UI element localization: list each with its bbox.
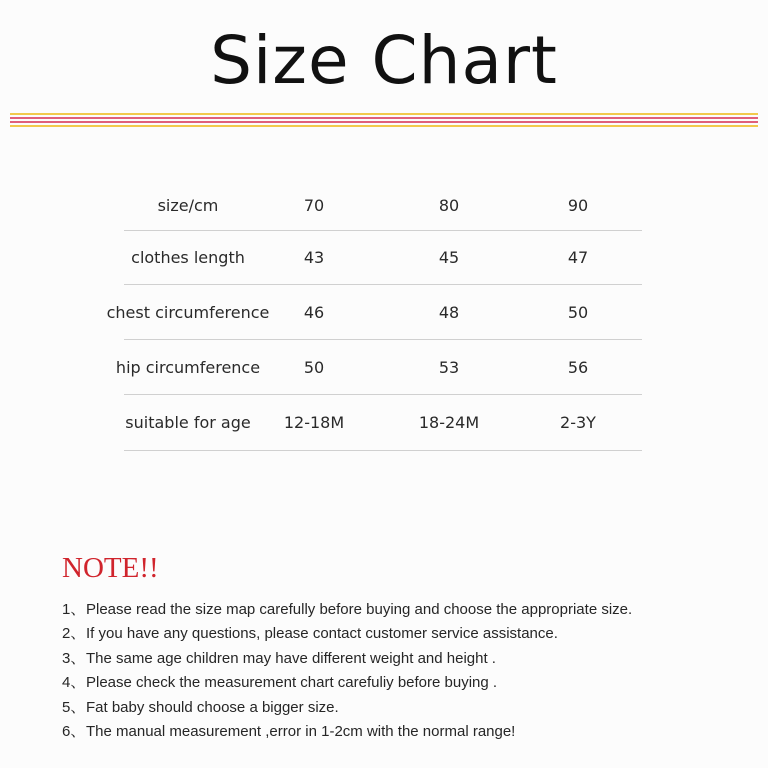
header-cell: size/cm <box>157 195 219 215</box>
stripe-3 <box>10 121 758 123</box>
table-cell: 47 <box>567 248 589 267</box>
header-cell: 90 <box>567 195 589 215</box>
note-number: 3、 <box>62 649 86 667</box>
table-cell: 43 <box>303 248 325 267</box>
note-number: 6、 <box>62 722 86 740</box>
note-number: 1、 <box>62 601 86 618</box>
header-cell: 70 <box>303 195 325 215</box>
table-cell: 50 <box>567 302 589 322</box>
table-cell: 18-24M <box>418 413 480 432</box>
note-item <box>62 671 762 695</box>
table-cell: 46 <box>303 302 325 322</box>
stripe-1 <box>10 113 758 115</box>
note-heading: NOTE!! <box>62 552 159 584</box>
row-label: hip circumference <box>115 357 261 377</box>
table-cell: 12-18M <box>283 413 345 432</box>
note-text: The same age children may have different weight and height . <box>86 649 496 667</box>
note-number: 2、 <box>62 625 86 643</box>
note-item <box>62 622 762 646</box>
size-table <box>106 180 642 451</box>
row-label: suitable for age <box>125 413 251 432</box>
note-text: Please read the size map carefully before buying and choose the appropriate size. <box>86 601 633 618</box>
note-text: If you have any questions, please contact customer service assistance. <box>86 625 558 643</box>
note-item <box>62 598 762 622</box>
note-number: 4、 <box>62 674 86 692</box>
stripe-4 <box>10 125 758 127</box>
header-cell: 80 <box>438 195 460 215</box>
note-item <box>62 647 762 671</box>
note-text: Fat baby should choose a bigger size. <box>86 698 339 716</box>
table-row <box>106 285 642 340</box>
table-header-row <box>124 180 642 231</box>
note-text: The manual measurement ,error in 1-2cm with the normal range! <box>86 722 516 740</box>
row-label: chest circumference <box>106 302 270 322</box>
page-title: Size Chart <box>210 22 558 99</box>
note-item <box>62 696 762 720</box>
table-cell: 45 <box>438 248 460 267</box>
table-row <box>115 340 642 395</box>
decorative-stripes <box>10 113 758 129</box>
stripe-2 <box>10 117 758 119</box>
table-cell: 48 <box>438 302 460 322</box>
table-row <box>124 395 642 451</box>
table-cell: 56 <box>567 357 589 377</box>
table-cell: 53 <box>438 357 460 377</box>
row-label: clothes length <box>131 248 245 267</box>
table-cell: 2-3Y <box>560 413 596 432</box>
table-row <box>124 231 642 285</box>
table-cell: 50 <box>303 357 325 377</box>
note-list <box>62 598 762 744</box>
note-item <box>62 720 762 744</box>
note-number: 5、 <box>62 698 86 716</box>
note-text: Please check the measurement chart carefuliy before buying . <box>86 674 498 692</box>
